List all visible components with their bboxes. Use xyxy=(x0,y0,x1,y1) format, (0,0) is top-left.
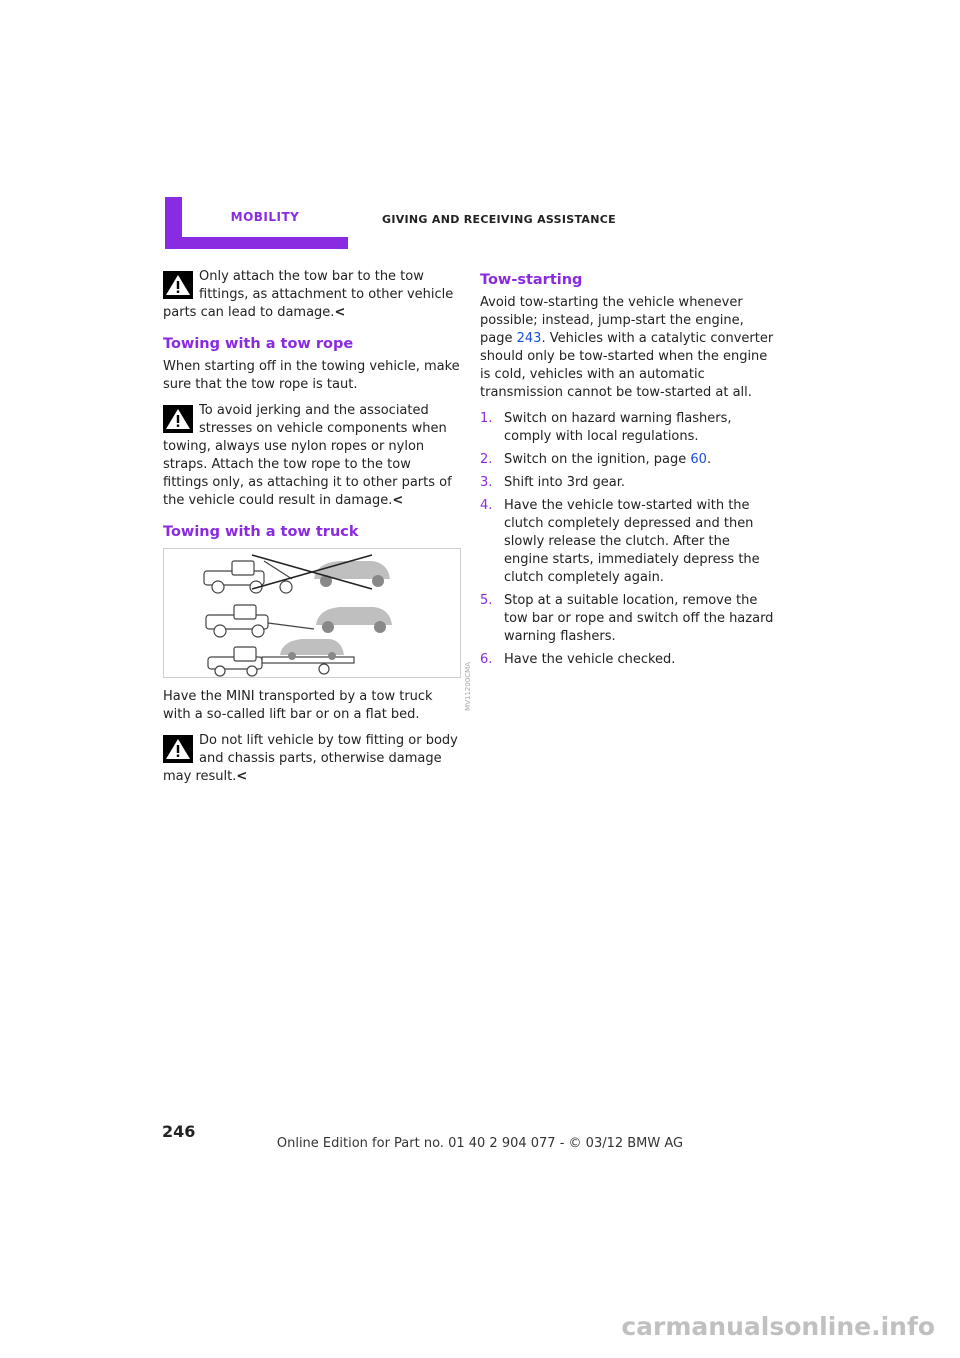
paragraph-tow-truck: Have the MINI transported by a tow truck with a so-called lift bar or on a flat bed. xyxy=(163,689,433,722)
paragraph-tow-rope: When starting off in the towing vehicle, make sure that the tow rope is taut. xyxy=(163,359,460,392)
heading-tow-starting: Tow-starting xyxy=(480,272,583,288)
list-item xyxy=(480,474,777,492)
step-number: 5. xyxy=(480,593,493,608)
step-text: Switch on hazard warning flashers, comply with local regulations. xyxy=(504,411,732,444)
tow-truck-drawing xyxy=(164,549,460,677)
text-segment: Switch on the ignition, page xyxy=(504,452,687,467)
step-text: Have the vehicle checked. xyxy=(504,652,676,667)
page-link[interactable]: 243 xyxy=(516,331,542,346)
watermark xyxy=(0,1295,960,1358)
text-segment: . Vehicles with a catalytic converter should only be tow-started when the engine is cold, vehicles with an automatic transmission cannot be tow-started at all. xyxy=(480,331,774,400)
end-mark: < xyxy=(334,305,346,320)
end-mark: < xyxy=(392,493,404,508)
list-item xyxy=(480,410,777,446)
tow-truck-illustration xyxy=(163,548,461,678)
list-item xyxy=(480,592,777,646)
page-number: 246 xyxy=(162,1122,196,1141)
warning-text: Only attach the tow bar to the tow fittings, as attachment to other vehicle parts can lead to damage. xyxy=(163,269,454,320)
step-number: 2. xyxy=(480,452,493,467)
warning-triangle-icon xyxy=(163,271,193,299)
watermark-text: carmanualsonline.info xyxy=(621,1312,935,1341)
list-item xyxy=(480,451,777,469)
step-text: Shift into 3rd gear. xyxy=(504,475,625,490)
steps-list xyxy=(480,410,777,669)
list-item xyxy=(480,497,777,587)
warning-tow-fitting xyxy=(163,732,460,786)
section-label: MOBILITY xyxy=(182,197,348,237)
warning-text: To avoid jerking and the associated stresses on vehicle components when towing, always use nylon ropes or nylon straps. Attach the tow rope to the tow fittings only, as attaching it to other parts of the vehicle could result in damage. xyxy=(163,403,452,508)
warning-tow-rope xyxy=(163,402,460,510)
end-mark: < xyxy=(236,769,248,784)
warning-text: Do not lift vehicle by tow fitting or body and chassis parts, otherwise damage may result. xyxy=(163,733,458,784)
step-number: 1. xyxy=(480,411,493,426)
heading-tow-truck: Towing with a tow truck xyxy=(163,524,359,540)
list-item xyxy=(480,651,777,669)
step-text xyxy=(504,451,711,469)
paragraph-tow-starting xyxy=(480,294,777,402)
heading-tow-rope: Towing with a tow rope xyxy=(163,336,354,352)
text-segment: . xyxy=(706,452,712,467)
step-number: 3. xyxy=(480,475,493,490)
footer-edition: Online Edition for Part no. 01 40 2 904 077 - © 03/12 BMW AG xyxy=(276,1136,684,1151)
page-link[interactable]: 60 xyxy=(690,452,707,467)
chapter-title: GIVING AND RECEIVING ASSISTANCE xyxy=(382,213,616,226)
warning-triangle-icon xyxy=(163,405,193,433)
figure-code: MV11200CMA xyxy=(464,662,472,711)
warning-triangle-icon xyxy=(163,735,193,763)
step-text: Have the vehicle tow-started with the clutch completely depressed and then slowly release the clutch. After the engine starts, immediately depress the clutch completely again. xyxy=(504,498,760,585)
warning-tow-bar xyxy=(163,268,460,322)
step-number: 6. xyxy=(480,652,493,667)
left-column xyxy=(163,268,460,794)
step-text: Stop at a suitable location, remove the tow bar or rope and switch off the hazard warning flashers. xyxy=(504,593,774,644)
right-column xyxy=(480,268,777,674)
step-number: 4. xyxy=(480,498,493,513)
text-segment: Avoid tow-starting the vehicle whenever possible; instead, jump-start the engine, page xyxy=(480,295,744,346)
